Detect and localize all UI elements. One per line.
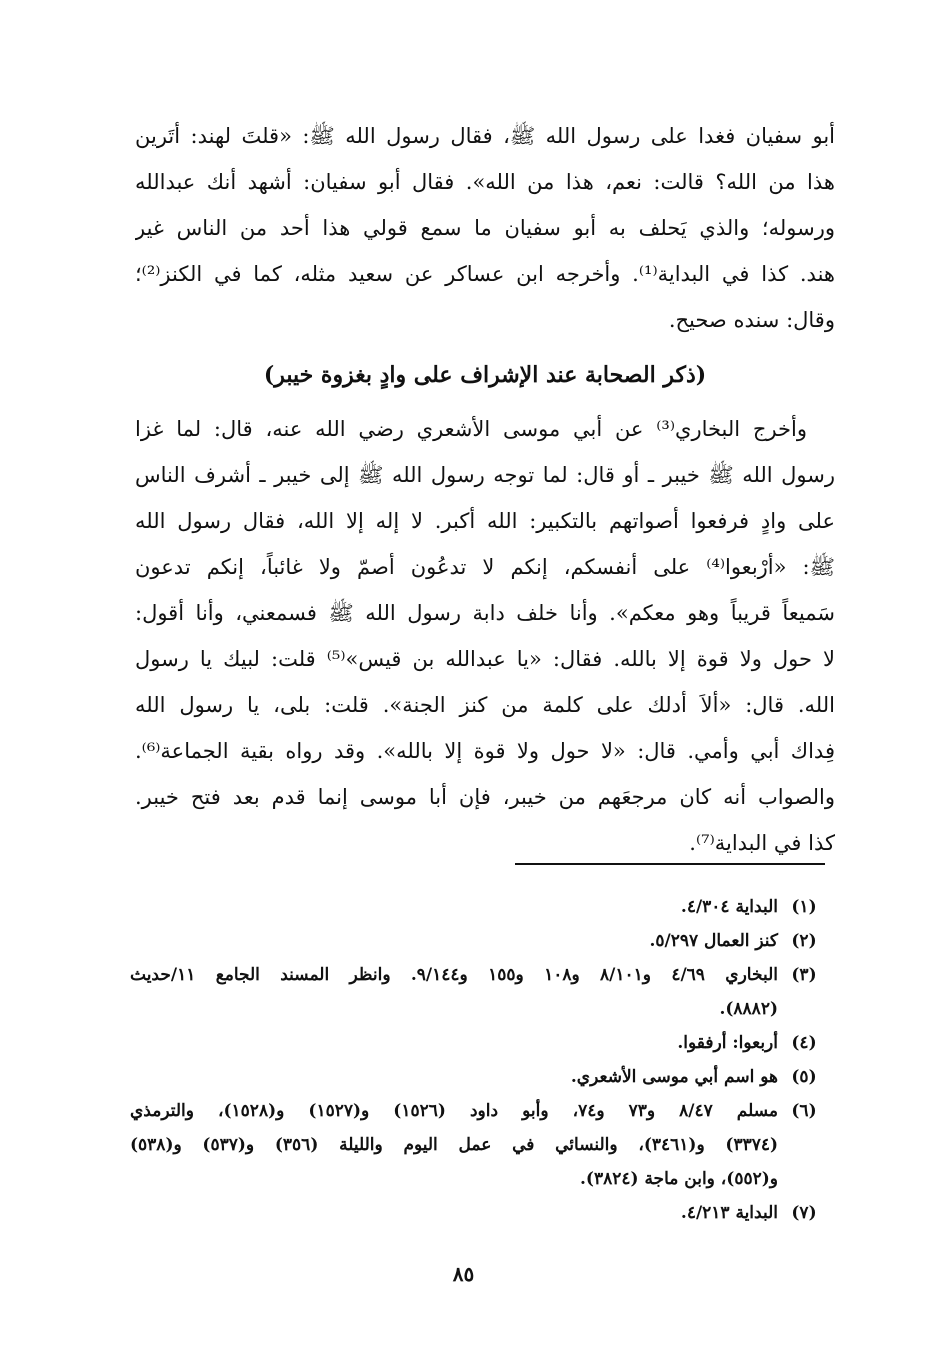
footnote-number: (٧) xyxy=(791,1203,817,1223)
footnote-item xyxy=(130,1060,830,1094)
footnote-line: (٣٣٧٤) و(٣٤٦١)، والنسائي في عمل اليوم والليلة (٣٥٦) و(٥٣٧) و(٥٣٨) xyxy=(130,1135,779,1155)
footnote-separator xyxy=(515,863,825,865)
footnote-item xyxy=(130,924,830,958)
footnote-item xyxy=(130,1026,830,1060)
footnote-line: و(٥٥٢)، وابن ماجة (٣٨٢٤). xyxy=(579,1169,778,1189)
footnote-text xyxy=(130,890,778,924)
footnote-line: هو اسم أبي موسى الأشعري. xyxy=(570,1067,778,1087)
footnotes xyxy=(130,890,830,1230)
footnote-number: (٦) xyxy=(791,1101,817,1121)
footnote-line: (٨٨٨٢). xyxy=(719,999,778,1019)
footnote-text xyxy=(130,1094,778,1196)
footnote-text xyxy=(130,958,778,1026)
footnote-text xyxy=(130,1196,778,1230)
paragraph-2-line: ﷺ: «أرْبعوا⁽⁴⁾ على أنفسكم، إنكم لا تدعُون أصمّ ولا غائباً، إنكم تدعون xyxy=(135,555,835,579)
page-number: ٨٥ xyxy=(452,1262,475,1286)
paragraph-2-line: رسول الله ﷺ خيبر ـ أو قال: لما توجه رسول الله ﷺ إلى خيبر ـ أشرف الناس xyxy=(135,463,835,487)
footnote-line: البداية ٤/٣٠٤. xyxy=(680,897,778,917)
footnote-number: (١) xyxy=(791,897,817,917)
paragraph-2 xyxy=(135,406,835,866)
paragraph-2-line: والصواب أنه كان مرجعَهم من خيبر، فإن أبا موسى إنما قدم بعد فتح خيبر. xyxy=(135,785,835,809)
footnote-text xyxy=(130,1060,778,1094)
paragraph-2-line: لا حول ولا قوة إلا بالله. فقال: «يا عبدالله بن قيس»⁽⁵⁾ قلت: لبيك يا رسول xyxy=(135,647,835,671)
footnote-text xyxy=(130,1026,778,1060)
footnote-item xyxy=(130,1196,830,1230)
paragraph-2-line: فِداك أبي وأمي. قال: «لا حول ولا قوة إلا بالله». وقد رواه بقية الجماعة⁽⁶⁾. xyxy=(135,739,835,763)
footnote-number: (٢) xyxy=(791,931,817,951)
footnote-item xyxy=(130,890,830,924)
section-heading: (ذكر الصحابة عند الإشراف على وادٍ بغزوة خيبر) xyxy=(263,362,707,388)
paragraph-1 xyxy=(135,113,835,343)
footnote-item xyxy=(130,958,830,1026)
paragraph-2-line: وأخرج البخاري⁽³⁾ عن أبي موسى الأشعري رضي الله عنه، قال: لما غزا xyxy=(135,417,807,441)
footnote-line: مسلم ٨/٤٧ و٧٣ و٧٤، وأبو داود (١٥٢٦) و(١٥٢٧) و(١٥٢٨)، والترمذي xyxy=(130,1101,778,1121)
footnote-line: البداية ٤/٢١٣. xyxy=(680,1203,778,1223)
footnote-number: (٣) xyxy=(791,965,817,985)
footnote-number: (٥) xyxy=(791,1067,817,1087)
footnote-item xyxy=(130,1094,830,1196)
paragraph-2-line: سَميعاً قريباً وهو معكم». وأنا خلف دابة رسول الله ﷺ فسمعني، وأنا أقول: xyxy=(135,601,835,625)
paragraph-2-line: الله. قال: «ألاَ أدلك على كلمة من كنز الجنة». قلت: بلى، يا رسول الله xyxy=(135,693,835,717)
footnote-number: (٤) xyxy=(791,1033,817,1053)
paragraph-1-line: وقال: سنده صحيح. xyxy=(668,308,835,332)
footnote-line: أربعوا: أرفقوا. xyxy=(677,1033,778,1053)
paragraph-2-line: على وادٍ فرفعوا أصواتهم بالتكبير: الله أكبر. لا إله إلا الله، فقال رسول الله xyxy=(135,509,835,533)
footnote-line: كنز العمال ٥/٢٩٧. xyxy=(649,931,778,951)
footnote-text xyxy=(130,924,778,958)
paragraph-1-line: هند. كذا في البداية⁽¹⁾. وأخرجه ابن عساكر عن سعيد مثله، كما في الكنز⁽²⁾؛ xyxy=(135,262,835,286)
paragraph-1-line: ورسوله؛ والذي يَحلف به أبو سفيان ما سمع قولي هذا أحد من الناس غير xyxy=(135,216,835,240)
paragraph-1-line: أبو سفيان فغدا على رسول الله ﷺ، فقال رسول الله ﷺ: «قلتَ لهند: أتَرين xyxy=(135,124,835,148)
paragraph-2-line: كذا في البداية⁽⁷⁾. xyxy=(689,831,835,855)
paragraph-1-line: هذا من الله؟ قالت: نعم، هذا من الله». فقال أبو سفيان: أشهد أنك عبدالله xyxy=(135,170,835,194)
footnote-line: البخاري ٤/٦٩ و٨/١٠١ و١٠٨ و١٥٥ و٩/١٤٤. وانظر المسند الجامع ١١/حديث xyxy=(130,965,778,985)
